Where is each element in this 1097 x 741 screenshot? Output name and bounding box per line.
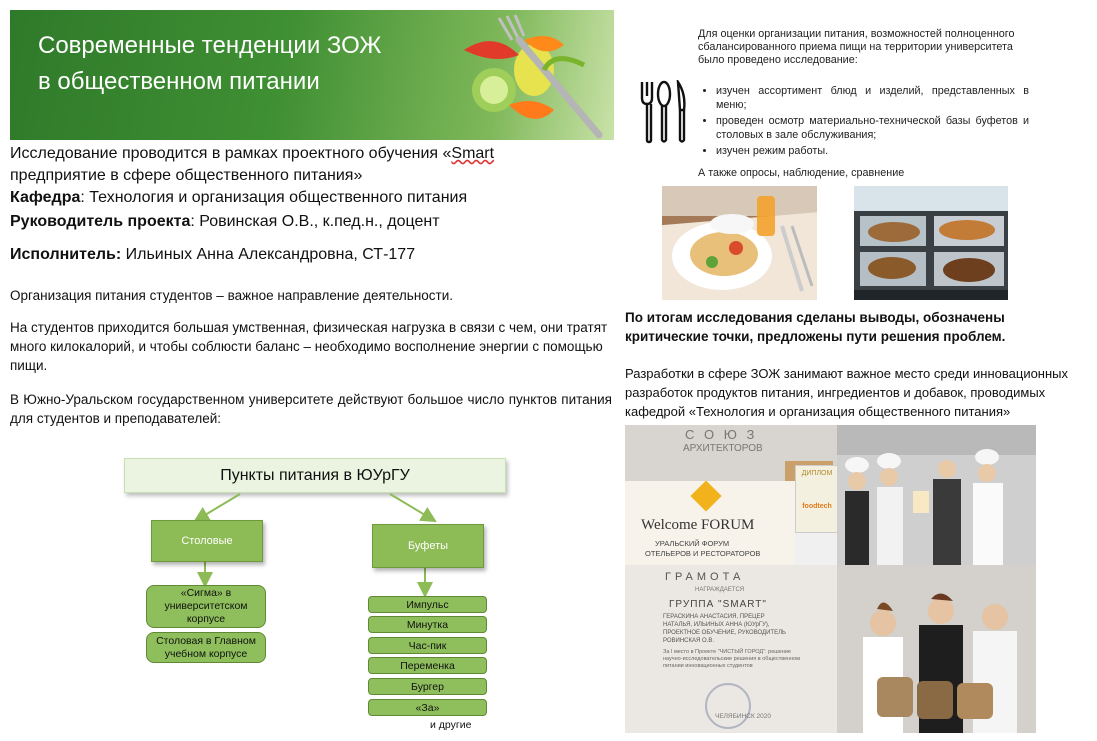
research-also: А также опросы, наблюдение, сравнение [698,167,905,179]
forum-subtitle-2: ОТЕЛЬЕРОВ И РЕСТОРАТОРОВ [645,549,761,558]
diagram-buffets-box: Буфеты [372,524,484,568]
research-bullet: • изучен режим работы. [716,144,1029,158]
diagram-more-label: и другие [430,719,472,731]
diagram-buffet-item: Минутка [368,616,487,633]
certificate-stamp [705,683,751,729]
banner-title-line1: Современные тенденции ЗОЖ [38,32,382,59]
executor-value: Ильиных Анна Александровна, СТ-177 [121,246,416,263]
diploma-sheet [795,465,839,533]
team-photo-top [837,425,1036,565]
canteen-plate-photo [662,186,817,300]
executor-label: Исполнитель: [10,246,122,263]
union-text: С О Ю З [685,427,758,442]
banner-title-line2: в общественном питании [38,68,320,95]
diagram-buffet-item: Переменка [368,657,487,674]
paragraph-importance: Организация питания студентов – важное направление деятельности. [10,288,454,303]
lead-line [10,211,440,233]
diagram-canteen-item: Столовая в Главном учебном корпусе [146,632,266,663]
research-bullet: • изучен ассортимент блюд и изделий, представленных в меню; [716,84,1029,112]
department-label: Кафедра [10,189,81,206]
diagram-buffet-item: Импульс [368,596,487,613]
paragraph-points: В Южно-Уральском государственном университете действуют большое число пунктов питания для студентов и преподавателей: [10,392,612,426]
diagram-canteens-box: Столовые [151,520,263,562]
forum-subtitle-1: УРАЛЬСКИЙ ФОРУМ [655,539,730,548]
certificate-title: ГРАМОТА [665,571,745,583]
certificate [625,565,837,733]
diagram-buffet-item: Час-пик [368,637,487,654]
welcome-forum-card [625,481,795,565]
department-line [10,187,467,209]
intro-text-1: Исследование проводится в рамках проектного обучения « [10,145,452,162]
paragraph-load: На студентов приходится большая умственная, физическая нагрузка в связи с чем, они тратят много килокалорий, и чтобы соблюсти баланс – необходимо восполнение энергии с помощью пищи. [10,320,608,373]
executor-line [10,244,415,266]
diagram-title: Пункты питания в ЮУрГУ [124,458,506,493]
lead-value: : Ровинская О.В., к.пед.н., доцент [190,213,440,230]
certificate-city: ЧЕЛЯБИНСК 2020 [715,713,772,720]
diagram-buffet-item: Бургер [368,678,487,695]
conclusion-text: По итогам исследования сделаны выводы, обозначены критические точки, предложены пути решения проблем. [625,310,1006,344]
team-photo-bottom [837,565,1036,733]
diploma-label: ДИПЛОМ [801,470,833,477]
forum-logo [690,480,721,511]
department-value: : Технология и организация общественного питания [80,189,468,206]
forum-title: Welcome FORUM [641,517,755,533]
research-bullet-list [698,84,1029,160]
intro-smart-word: Smart [451,145,495,162]
intro-paragraph [10,143,614,165]
certificate-group: ГРУППА "SMART" [669,599,767,610]
certificate-awarded: НАГРАЖДАЕТСЯ [695,587,745,593]
title-banner [10,10,614,140]
developments-text: Разработки в сфере ЗОЖ занимают важное место среди инновационных разработок продуктов питания, ингредиентов и добавок, проводимых кафедрой «Технология и организация общественного питания» [625,366,1069,419]
intro-text-2: предприятие в сфере общественного питания» [10,167,363,184]
foodtech-logo: foodtech [802,503,832,510]
awards-collage [625,425,1036,733]
certificate-names: ГЕРАСКИНА АНАСТАСИЯ, ПРЕЦЕР НАТАЛЬЯ, ИЛЬИНЫХ АННА (ЮУрГУ), ПРОЕКТНОЕ ОБУЧЕНИЕ, РУКОВОДИТЕЛЬ РОВИНСКАЯ О.В. [663,614,786,644]
diagram-buffet-item: «За» [368,699,487,716]
architects-text: АРХИТЕКТОРОВ [683,443,763,454]
lead-label: Руководитель проекта [10,213,191,230]
diagram-canteen-item: «Сигма» в университетском корпусе [146,585,266,628]
research-intro: Для оценки организации питания, возможностей полноценного сбалансированного приема пищи на территории университета было проведено исследование: [698,28,1015,66]
fork-knife-icon [638,80,690,144]
buffet-counter-photo [854,186,1008,300]
research-bullet: • проведен осмотр материально-технической базы буфетов и столовых в зале обслуживания; [716,114,1029,142]
banner-title [38,28,458,100]
fork-vegetables-image [424,10,614,140]
certificate-reason: За I место в Проекте "ЧИСТЫЙ ГОРОД": решение научно-исследовательские решения в общественном питании инновационных студентов [663,649,801,669]
